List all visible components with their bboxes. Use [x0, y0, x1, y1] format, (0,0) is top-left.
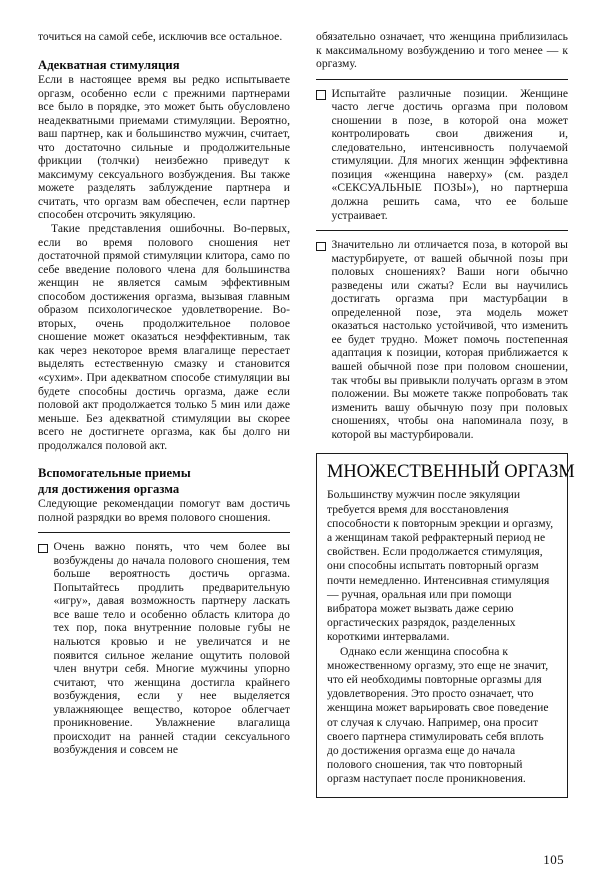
list-item	[316, 87, 568, 222]
left-continuation-paragraph: точиться на самой себе, исключив все остальное.	[38, 30, 283, 43]
subsection-heading-line-1: Вспомогательные приемы	[38, 466, 191, 481]
divider-rule-right-1	[316, 79, 568, 80]
two-column-layout	[38, 30, 575, 830]
left-paragraph-1: Если в настоящее время вы редко испытываете оргазм, особенно если с прежними партнерами все было в порядке, это может быть обусловлено неадекватными приемами стимуляции. Вероятно, ваш партнер, как и большинство мужчин, считает, что достаточно сильные и продолжительные фрикции (толчки) неизбежно приведут к максимуму сексуального возбуждения. Вы также можете разделять заблуждение партнера и считать, что оргазм вам обеспечен, если партнер способен отсрочить эякуляцию.	[38, 72, 290, 222]
list-item	[38, 540, 290, 757]
left-intro-paragraph: Следующие рекомендации помогут вам достичь полной разрядки во время полового сношения.	[38, 497, 290, 524]
list-item-text: Очень важно понять, что чем более вы возбуждены до начала полового сношения, тем больше вероятность достичь оргазма. Попытайтесь продлить предварительную «игру», давая возможность партнеру ласкать все ваше тело и особенно область клитора до тех пор, пока внутренние половые губы не нальются кровью и не увеличатся и не появится сильное желание ощутить половой член внутри себя. Многие мужчины упорно считают, что женщина достигла крайнего возбуждения, если у нее выделяется увлажняющее вещество, которое облегчает проникновение. Увлажнение влагалища происходит на ранней стадии сексуального возбуждения и совсем не	[53, 540, 290, 757]
right-continuation-paragraph: обязательно означает, что женщина приблизилась к максимальному возбуждению и того менее — к оргазму.	[316, 30, 568, 71]
left-column	[38, 30, 290, 830]
sidebar-box-paragraph-2: Однако если женщина способна к множественному оргазму, это еще не значит, что ей необходимы повторные оргазмы для удовлетворения. Это просто означает, что женщина может варьировать свое поведение от случая к случаю. Например, она просит своего партнера стимулировать себя вплоть до достижения оргазма еще до начала полового сношения, так что повторный оргазм наступает после проникновения.	[327, 644, 549, 786]
list-item-text-wrapper	[54, 540, 291, 757]
divider-rule-right-2	[316, 230, 568, 231]
subsection-heading-line-2: для достижения оргазма	[38, 481, 180, 496]
divider-rule-left	[38, 532, 290, 533]
checkbox-icon	[316, 242, 326, 252]
list-item	[316, 238, 568, 441]
right-column	[316, 30, 575, 830]
sidebar-box-multiple-orgasm	[316, 453, 575, 797]
sidebar-box-paragraph-1: Большинству мужчин после эякуляции требуется время для восстановления способности к повторным эрекции и оргазму, а женщинам такой рефрактерный период не свойствен. Если продолжается стимуляция, они способны испытать повторный оргазм почти немедленно. Интенсивная стимуляция — ручная, оральная или при помощи вибратора может вызвать даже серию оргастических разрядок, разделенных короткими интервалами.	[327, 488, 554, 644]
page-number: 105	[543, 852, 564, 867]
checkbox-icon	[316, 90, 326, 100]
list-item-text-wrapper	[332, 87, 569, 222]
sidebar-box-title: МНОЖЕСТВЕННЫЙ ОРГАЗМ	[327, 462, 575, 483]
left-paragraph-2: Такие представления ошибочны. Во-первых, если во время полового сношения нет достаточной прямой стимуляции клитора, само по себе введение полового члена для большинства женщин не является самым эффективным способом достижения оргазма, вызывая главным образом психологическое удовлетворение. Во-вторых, очень продолжительное половое сношение может оказаться неэффективным, так как через некоторое время влагалище перестает выделять естественную смазку и становится «сухим». При адекватном способе стимуляции вы будете способны достичь оргазма, даже если половой акт продолжается только 5 мин или даже меньше. Без адекватной стимуляции вы скорее всего не достигнете оргазма, как бы долго ни продолжался половой акт.	[38, 221, 290, 452]
list-item-text-wrapper	[332, 238, 569, 441]
section-heading-adequate-stimulation: Адекватная стимуляция	[38, 57, 180, 72]
list-item-text: Испытайте различные позиции. Женщине часто легче достичь оргазма при половом сношении в позе, в которой она может контролировать свои движения и, следовательно, интенсивность получаемой стимуляции. Для многих женщин эффективна позиция «женщина наверху» (см. раздел «СЕКСУАЛЬНЫЕ ПОЗЫ»), но партнерша должна решить сама, что ее больше устраивает.	[331, 86, 568, 222]
checkbox-icon	[38, 544, 48, 554]
list-item-text: Значительно ли отличается поза, в которой вы мастурбируете, от вашей обычной позы при половых сношениях? Ваши ноги обычно разведены или сжаты? Если вы научились достигать оргазма при мастурбации в определенной позе, эта модель может оказаться настолько устойчивой, что изменить ее будет трудно. Может помочь постепенная адаптация к позиции, которая приближается к вашей обычной позе при половом сношении, так чтобы вы привыкли получать оргазм в этом положении. Вы можете также попробовать так изменить вашу обычную позу при половых сношениях, чтобы она напоминала позу, в которой вы мастурбировали.	[331, 238, 568, 441]
